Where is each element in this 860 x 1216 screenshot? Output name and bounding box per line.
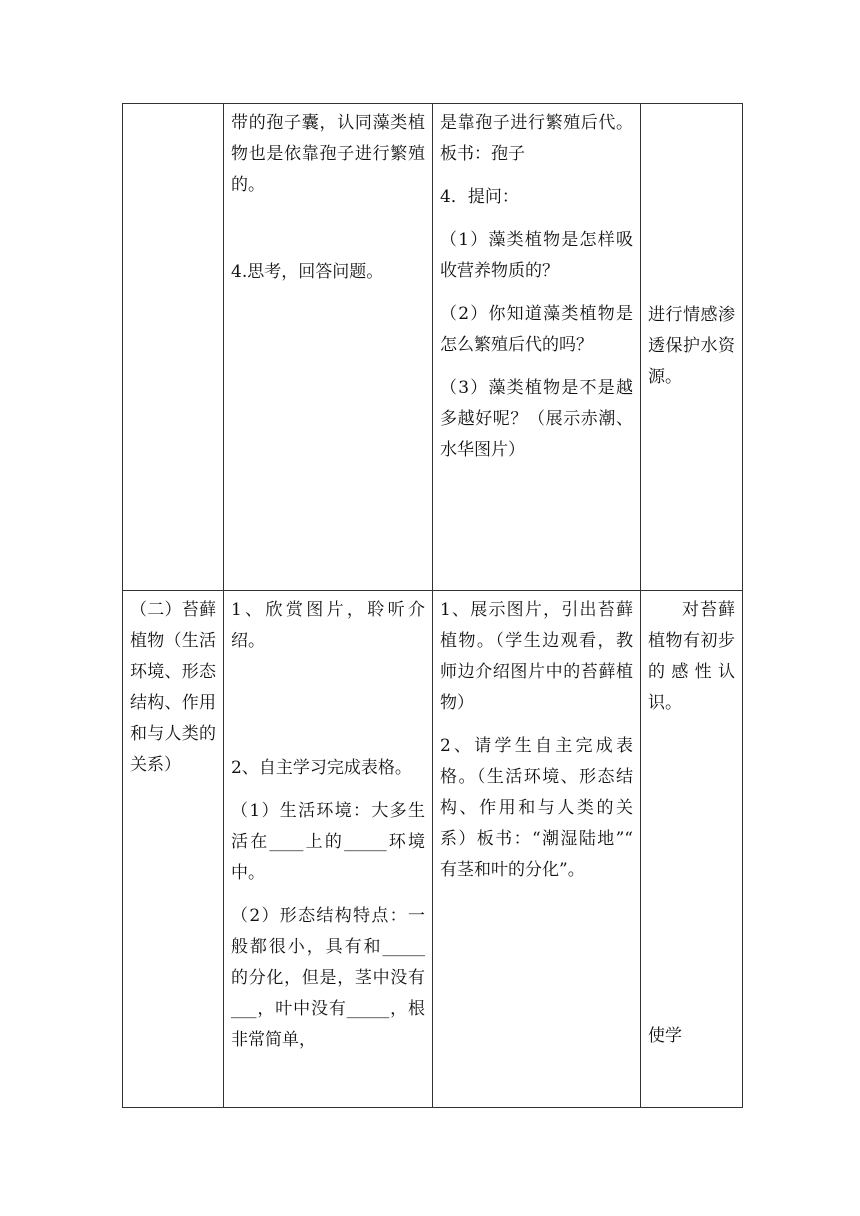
- design-intent-text: 进行情感渗透保护水资源。: [648, 305, 735, 387]
- row2-teacher-activity-cell: [433, 591, 641, 1108]
- student-activity-text: 2、自主学习完成表格。: [231, 758, 412, 778]
- row2-intent-cell: [641, 591, 743, 1108]
- student-activity-text: （2）形态结构特点：一般都很小，具有和_____的分化，但是，茎中没有___，叶中没有_____，根非常简单，: [231, 906, 425, 1050]
- table-row: [123, 591, 743, 1108]
- teacher-activity-text: 4．提问：: [440, 187, 519, 207]
- teacher-activity-text: （3）藻类植物是不是越多越好呢？（展示赤潮、水华图片）: [440, 378, 633, 460]
- student-activity-text: （1）生活环境：大多生活在____上的_____环境中。: [231, 801, 425, 883]
- row2-section-cell: [123, 591, 224, 1108]
- lesson-plan-table: [122, 103, 743, 1108]
- teacher-activity-text: 是靠孢子进行繁殖后代。板书：孢子: [440, 113, 633, 164]
- row1-student-activity-cell: [224, 104, 433, 591]
- teacher-activity-text: 2、请学生自主完成表格。（生活环境、形态结构、作用和与人类的关系）板书：“潮湿陆地”“ 有茎和叶的分化”。: [440, 736, 633, 880]
- student-activity-text: 4.思考，回答问题。: [231, 262, 384, 282]
- teacher-activity-text: 1、展示图片，引出苔藓植物。（学生边观看，教师边介绍图片中的苔藓植物）: [440, 600, 633, 713]
- section-title: （二）苔藓植物（生活环境、形态结构、作用和与人类的关系）: [130, 600, 216, 775]
- teacher-activity-text: （2）你知道藻类植物是怎么繁殖后代的吗？: [440, 304, 633, 355]
- design-intent-text: 使学: [648, 1026, 682, 1046]
- student-activity-text: 1、欣赏图片，聆听介绍。: [231, 600, 425, 651]
- row1-intent-cell: [641, 104, 743, 591]
- row1-teacher-activity-cell: [433, 104, 641, 591]
- row1-section-cell: [123, 104, 224, 591]
- student-activity-text: 带的孢子囊，认同藻类植物也是依靠孢子进行繁殖的。: [231, 113, 425, 195]
- design-intent-text: 对苔藓植物有初步的感性认识。: [648, 600, 735, 713]
- table-row: [123, 104, 743, 591]
- row2-student-activity-cell: [224, 591, 433, 1108]
- teacher-activity-text: （1）藻类植物是怎样吸收营养物质的？: [440, 230, 633, 281]
